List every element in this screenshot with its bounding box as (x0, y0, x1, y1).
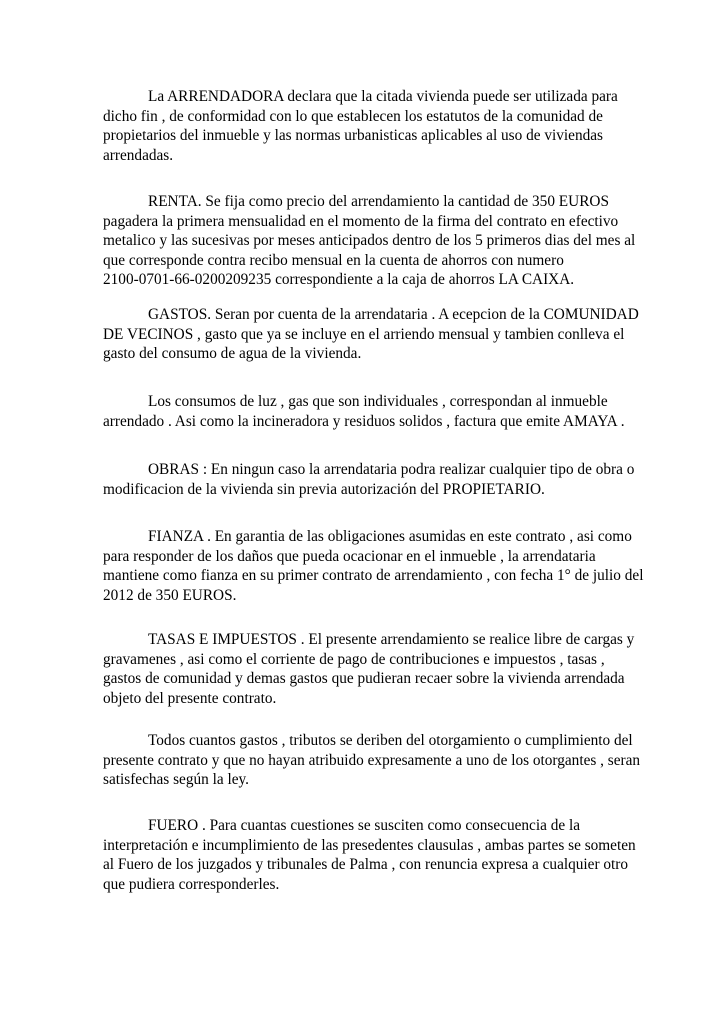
paragraph-fuero (103, 816, 636, 894)
text-line: RENTA. Se fija como precio del arrendamiento la cantidad de 350 EUROS (148, 193, 609, 210)
text-line: satisfechas según la ley. (103, 771, 249, 788)
paragraph-consumos (103, 392, 625, 431)
text-line: Todos cuantos gastos , tributos se deriben del otorgamiento o cumplimiento del (148, 732, 633, 749)
text-line: que corresponde contra recibo mensual en la cuenta de ahorros con numero (103, 251, 564, 269)
paragraph-tasas-impuestos (103, 630, 635, 708)
paragraph-obras (103, 460, 635, 499)
text-line: DE VECINOS , gasto que ya se incluye en el arriendo mensual y tambien conlleva el (103, 325, 625, 343)
text-line: La ARRENDADORA declara que la citada vivienda puede ser utilizada para (148, 88, 618, 105)
text-line: al Fuero de los juzgados y tribunales de Palma , con renuncia expresa a cualquier otro (103, 856, 629, 873)
text-line: OBRAS : En ningun caso la arrendataria podra realizar cualquier tipo de obra o (148, 461, 635, 478)
text-line: 2100-0701-66-0200209235 correspondiente a la caja de ahorros LA CAIXA. (103, 271, 575, 288)
text-line: dicho fin , de conformidad con lo que establecen los estatutos de la comunidad de (103, 107, 603, 125)
paragraph-renta (103, 192, 636, 290)
text-line: pagadera la primera mensualidad en el momento de la firma del contrato en efectivo (103, 212, 619, 230)
text-line: arrendadas. (103, 146, 174, 164)
text-line: arrendado . Asi como la incineradora y residuos solidos , factura que emite AMAYA . (103, 412, 625, 430)
text-line: GASTOS. Seran por cuenta de la arrendataria . A ecepcion de la COMUNIDAD (148, 306, 639, 323)
text-line: 2012 de 350 EUROS. (103, 586, 237, 604)
paragraph-uso-vivienda (103, 87, 625, 165)
text-line: Los consumos de luz , gas que son individuales , correspondan al inmueble (148, 393, 608, 410)
text-line: objeto del presente contrato. (103, 689, 277, 707)
text-line: gasto del consumo de agua de la vivienda. (103, 345, 362, 362)
text-line: modificacion de la vivienda sin previa autorización del PROPIETARIO. (103, 480, 545, 498)
text-line: propietarios del inmueble y las normas urbanisticas aplicables al uso de viviendas (103, 127, 603, 144)
text-line: que pudiera corresponderles. (103, 875, 280, 893)
paragraph-fianza (103, 527, 644, 605)
text-line: para responder de los daños que pueda ocacionar en el inmueble , la arrendataria (103, 547, 596, 565)
text-line: FUERO . Para cuantas cuestiones se susciten como consecuencia de la (148, 817, 581, 834)
text-line: gastos de comunidad y demas gastos que pudieran recaer sobre la vivienda arrendada (103, 670, 625, 687)
text-line: TASAS E IMPUESTOS . El presente arrendamiento se realice libre de cargas y (148, 631, 635, 648)
paragraph-gastos (103, 305, 639, 364)
text-line: gravamenes , asi como el corriente de pago de contribuciones e impuestos , tasas , (103, 650, 605, 668)
text-line: presente contrato y que no hayan atribuido expresamente a uno de los otorgantes , seran (103, 751, 641, 769)
text-line: FIANZA . En garantia de las obligaciones asumidas en este contrato , asi como (148, 528, 632, 545)
paragraph-gastos-tributos (103, 731, 641, 790)
text-line: mantiene como fianza en su primer contrato de arrendamiento , con fecha 1° de julio del (103, 567, 644, 584)
text-line: metalico y las sucesivas por meses anticipados dentro de los 5 primeros dias del mes al (103, 232, 636, 249)
text-line: interpretación e incumplimiento de las presedentes clausulas , ambas partes se someten (103, 836, 636, 854)
